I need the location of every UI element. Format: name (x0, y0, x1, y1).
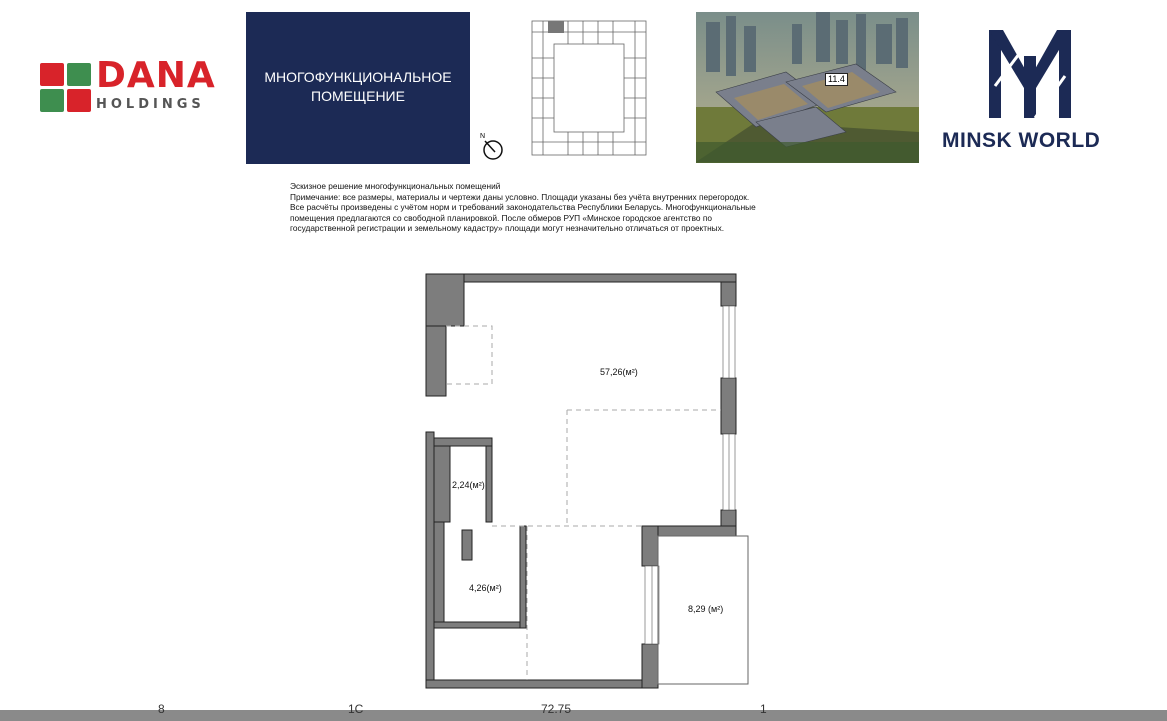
footer-bar (0, 710, 1167, 721)
wall-balcony-pier (642, 526, 658, 566)
room-area-bath: 4,26(м²) (469, 583, 502, 593)
note-line: Все расчёты произведены с учётом норм и требований законодательства Республики Беларусь. Многофункциональные (290, 202, 756, 213)
footer-floor: 8 (158, 702, 165, 716)
wall-right-top (721, 282, 736, 306)
wall-wc-top (434, 438, 492, 446)
wall-wc-left (434, 438, 450, 522)
room-area-balcony: 8,29 (м²) (688, 604, 724, 614)
note-line: Примечание: все размеры, материалы и чертежи даны условно. Площади указаны без учёта внутренних перегородок. (290, 191, 750, 202)
wall-top (426, 274, 736, 282)
wall-bath-nib (462, 530, 472, 560)
disclaimer-note (290, 181, 910, 234)
room-area-main: 57,26(м²) (600, 367, 638, 377)
dana-logo-subtitle: HOLDINGS (96, 97, 205, 112)
building-number-label: 11.4 (825, 73, 848, 86)
dana-logo-word: DANA (96, 55, 216, 96)
premises-type-text: МНОГОФУНКЦИОНАЛЬНОЕ ПОМЕЩЕНИЕ (264, 69, 452, 104)
wall-balcony-bottom-pier (642, 644, 658, 688)
selected-unit-marker (548, 21, 564, 33)
wall-wc-right (486, 438, 492, 522)
footer-type: 1С (348, 702, 364, 716)
wall-bath-bottom (434, 622, 524, 628)
wall-left-lower (426, 432, 434, 688)
wall-right-mid (721, 378, 736, 434)
compass-north-label: N (480, 133, 486, 140)
aerial-rendering-image (696, 12, 919, 163)
wall-left-upper (426, 326, 446, 396)
minsk-world-logo-word: MINSK WORLD (942, 129, 1101, 152)
building-key-plan (528, 18, 650, 158)
premises-type-badge (246, 12, 470, 164)
wall-bath-right (520, 526, 526, 628)
room-area-wc: 2,24(м²) (452, 480, 485, 490)
wall-top-left-block (426, 274, 464, 326)
wall-bath-left (434, 522, 444, 622)
minsk-world-logo-mark (985, 26, 1075, 122)
note-line: государственной регистрации и земельному кадастру» площади могут незначительно отличаться от проектных. (290, 223, 725, 234)
note-line: Эскизное решение многофункциональных помещений (290, 181, 501, 191)
footer-count: 1 (760, 702, 767, 716)
dana-holdings-logo-mark (40, 63, 92, 113)
wall-bottom (426, 680, 658, 688)
footer-area: 72.75 (541, 702, 572, 716)
note-line: помещения предлагаются со свободной планировкой. После обмеров РУП «Минское городское агентство по (290, 212, 712, 223)
